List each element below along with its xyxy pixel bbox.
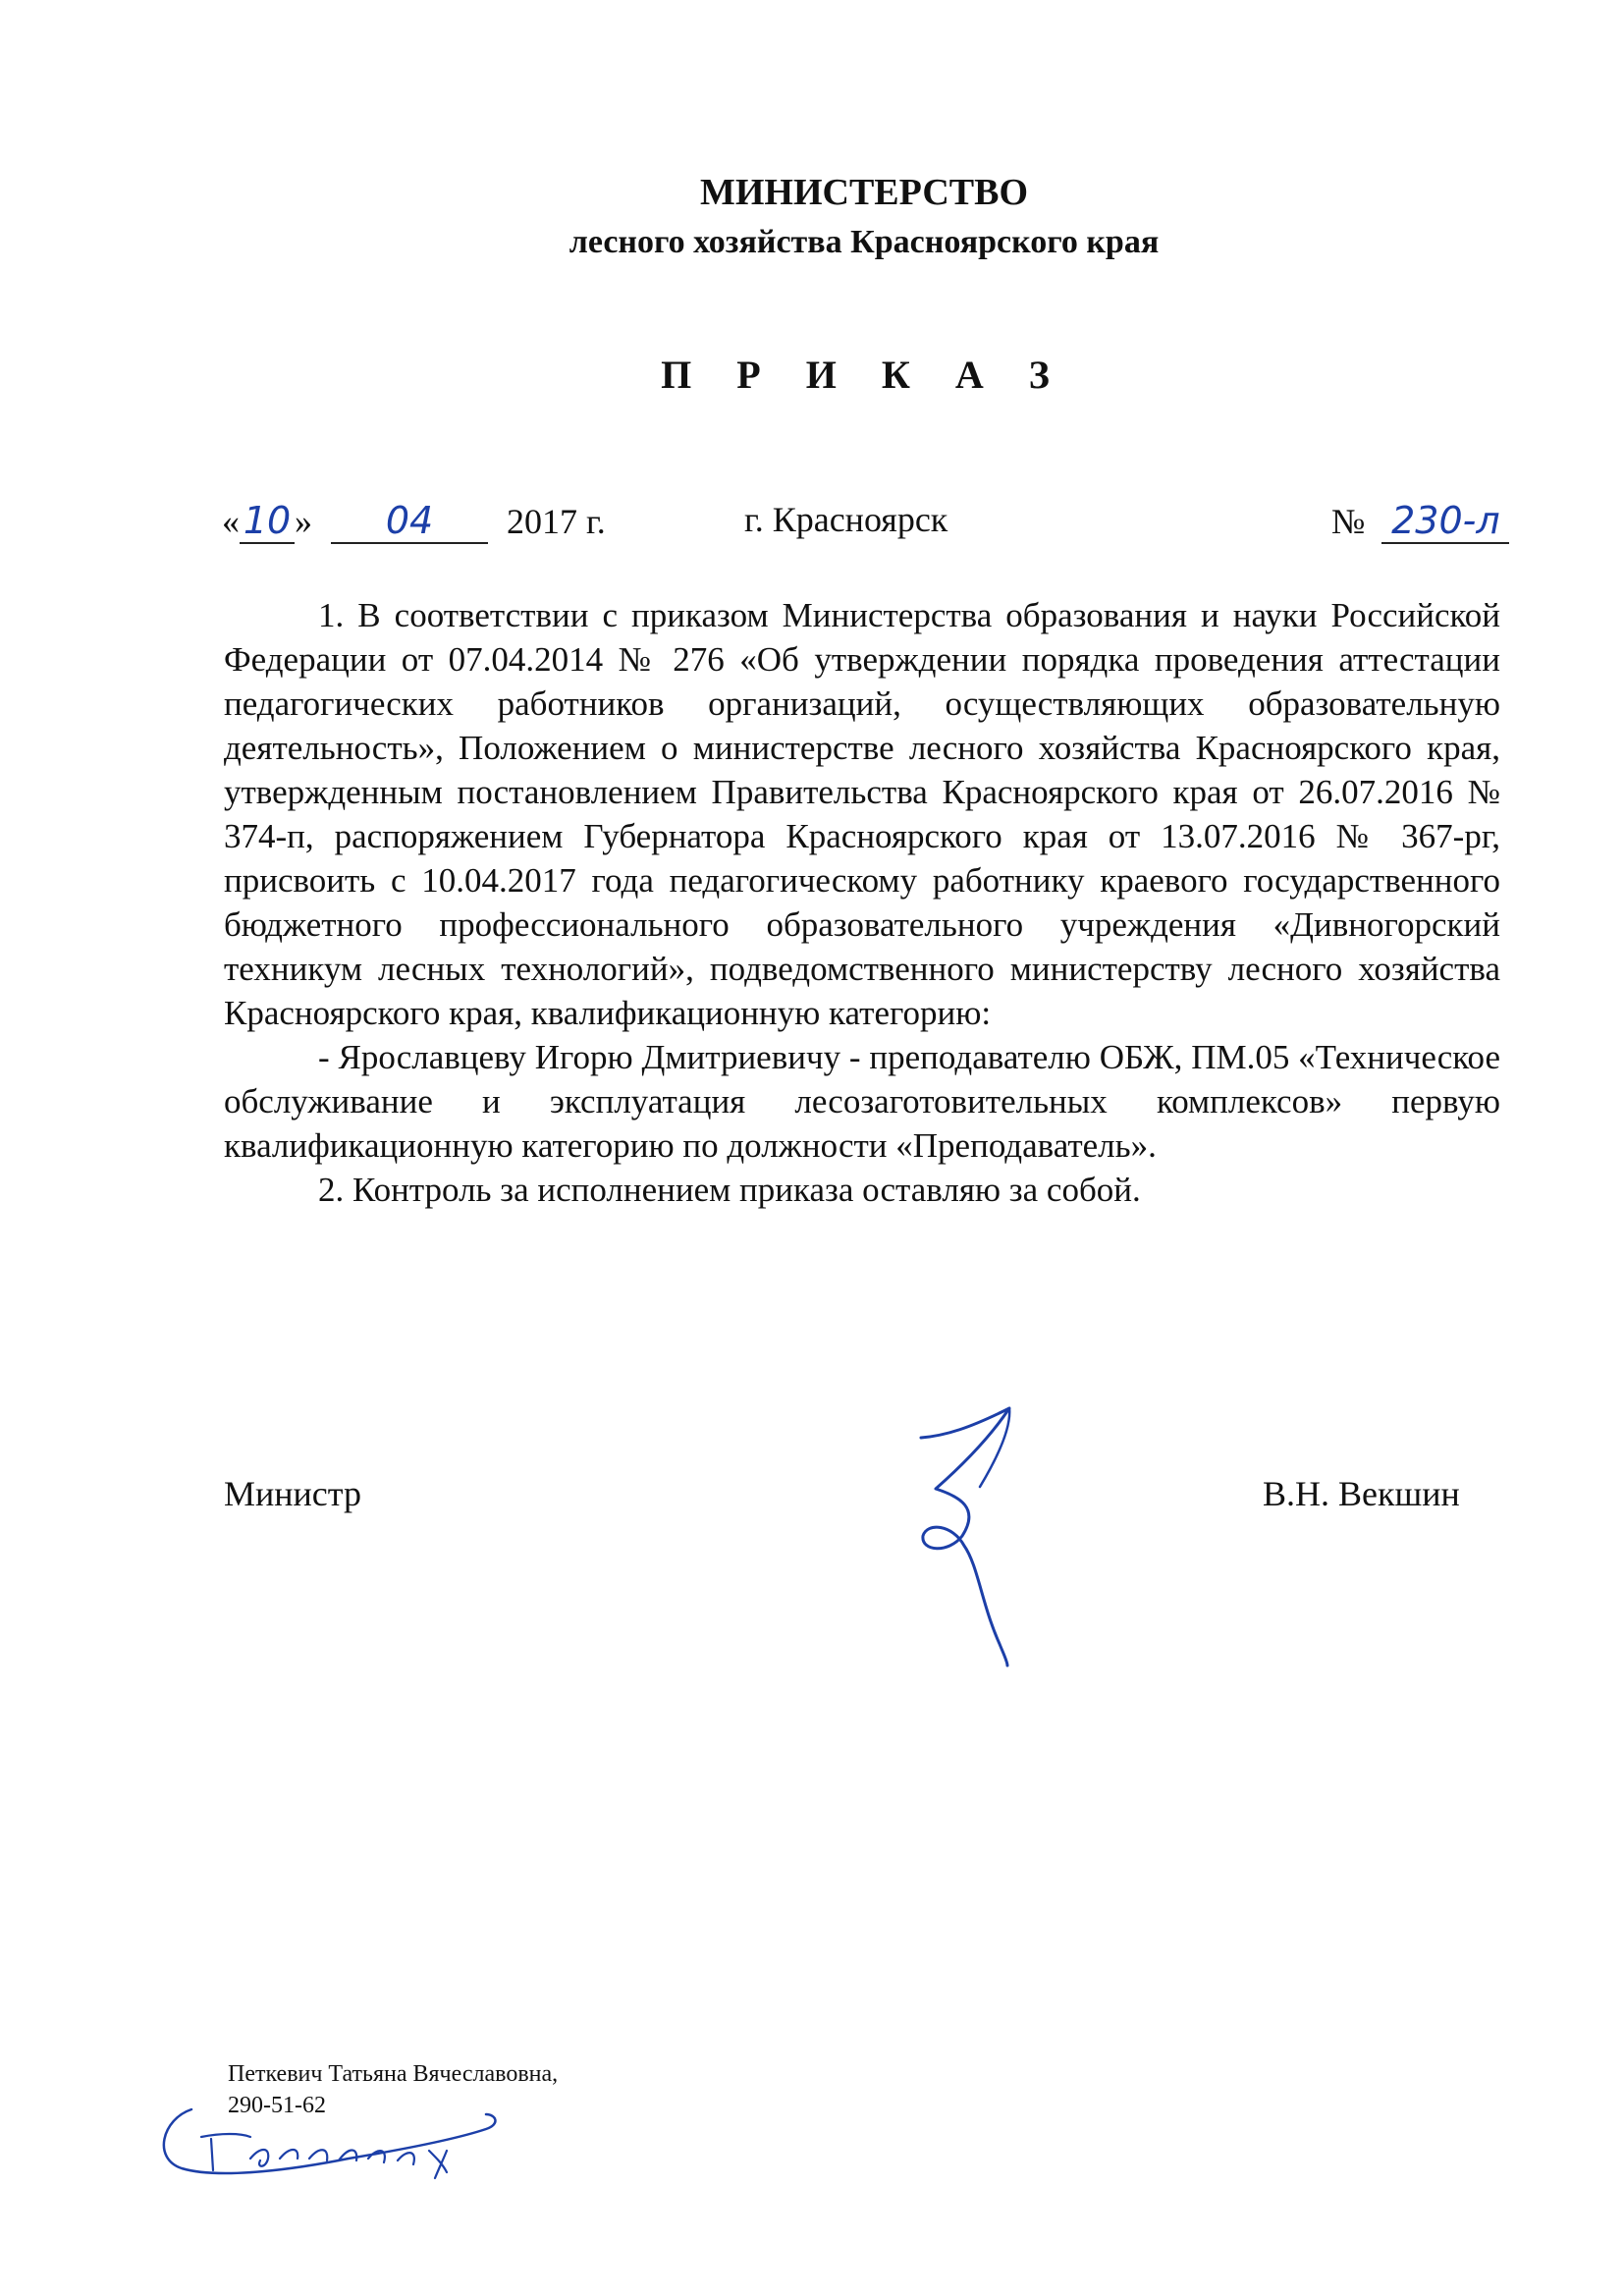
ministry-title: МИНИСТЕРСТВО	[699, 172, 1029, 213]
order-title: П Р И К А З	[661, 353, 1067, 397]
body-paragraph: - Ярославцеву Игорю Дмитриевичу - преподавателю ОБЖ, ПМ.05 «Техническое обслуживание и эксплуатация лесозаготовительных комплексов» первую квалификационную категорию по должности «Преподаватель».	[224, 1038, 1500, 1165]
minister-signature	[901, 1398, 1058, 1683]
signer-position: Министр	[224, 1474, 361, 1513]
order-date	[222, 499, 606, 544]
signer-name: В.Н. Векшин	[1263, 1474, 1460, 1513]
executor-signature	[152, 2090, 515, 2198]
date-day-handwritten: 10	[240, 499, 295, 544]
date-close-quote: »	[295, 502, 312, 541]
order-city: г. Красноярск	[744, 500, 948, 539]
executor-name: Петкевич Татьяна Вячеславовна,	[228, 2061, 559, 2087]
date-year: 2017 г.	[507, 502, 606, 541]
date-open-quote: «	[222, 502, 240, 541]
executor-phone: 290-51-62	[228, 2093, 326, 2118]
ministry-subtitle: лесного хозяйства Красноярского края	[568, 224, 1160, 260]
order-number	[1331, 499, 1509, 544]
body-paragraph: 1. В соответствии с приказом Министерства образования и науки Российской Федерации от 07.04.2014 № 276 «Об утверждении порядка проведения аттестации педагогических работников организаций, осуществляющих образовательную деятельность», Положением о министерстве лесного хозяйства Красноярского края, утвержденным постановлением Правительства Красноярского края от 26.07.2016 № 374-п, распоряжением Губернатора Красноярского края от 13.07.2016 № 367-рг, присвоить с 10.04.2017 года педагогическому работнику краевого государственного бюджетного профессионального образовательного учреждения «Дивногорский техникум лесных технологий», подведомственного министерству лесного хозяйства Красноярского края, квалификационную категорию:	[224, 596, 1500, 1032]
number-label: №	[1331, 502, 1366, 541]
date-month-handwritten: 04	[331, 499, 488, 544]
order-number-handwritten: 230-л	[1381, 499, 1509, 544]
order-body	[224, 593, 1500, 1212]
body-paragraph: 2. Контроль за исполнением приказа оставляю за собой.	[318, 1171, 1141, 1209]
